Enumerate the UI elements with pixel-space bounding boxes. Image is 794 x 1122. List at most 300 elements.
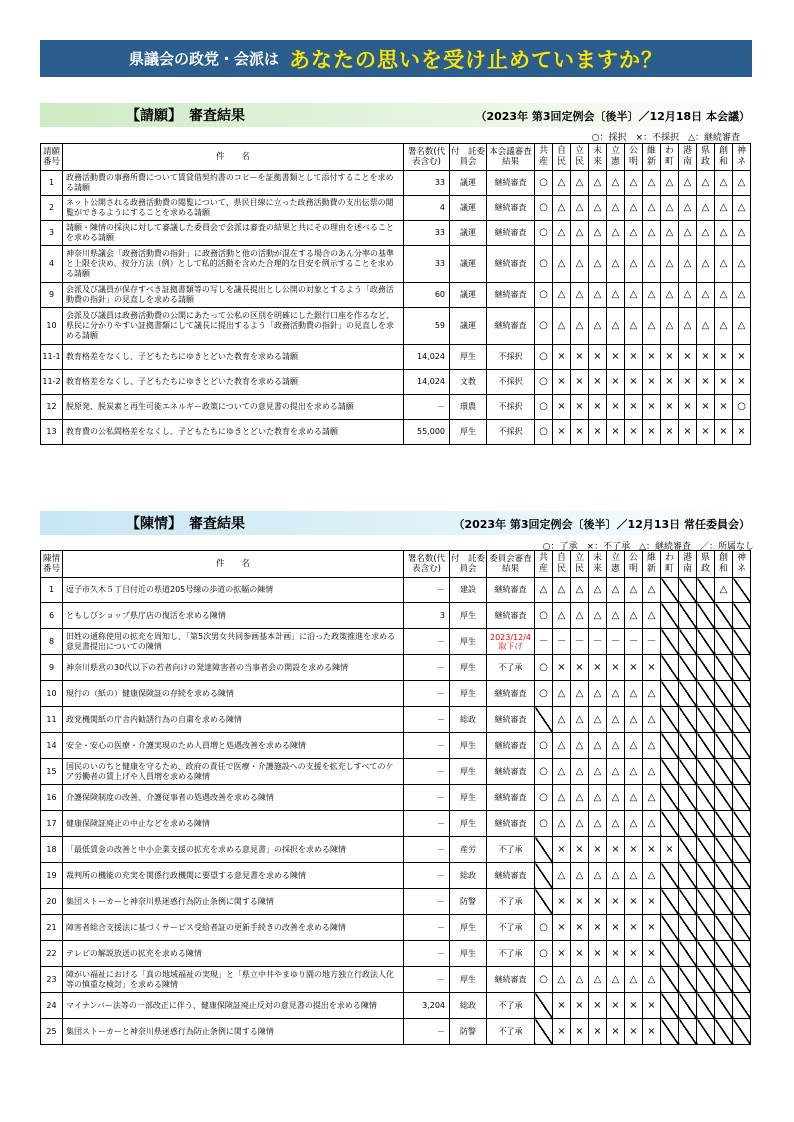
row-result: 不了承	[487, 915, 535, 941]
row-number: 11-2	[41, 370, 63, 395]
petitions-section-header	[40, 103, 752, 127]
row-signers: 3,204	[404, 993, 450, 1019]
vote-mark: ×	[715, 370, 733, 395]
appeals-party-header	[661, 551, 679, 578]
appeals-party-header	[535, 551, 553, 578]
no-affiliation-cell	[733, 655, 751, 681]
row-signers: 14,024	[404, 370, 450, 395]
row-number: 9	[41, 655, 63, 681]
petitions-header-committee: 付 託委員会	[450, 144, 487, 171]
no-affiliation-cell	[733, 1019, 751, 1045]
vote-mark: △	[643, 759, 661, 785]
no-affiliation-cell	[697, 1019, 715, 1045]
vote-mark: △	[589, 967, 607, 993]
petitions-party-label: 港南	[682, 146, 692, 167]
row-committee: 建設	[450, 578, 487, 603]
vote-mark: △	[643, 603, 661, 629]
vote-mark: △	[607, 733, 625, 759]
no-affiliation-cell	[679, 578, 697, 603]
vote-mark: △	[607, 578, 625, 603]
vote-mark: ×	[625, 370, 643, 395]
vote-mark: ×	[589, 1019, 607, 1045]
vote-mark: ×	[661, 420, 679, 445]
row-signers: －	[404, 863, 450, 889]
row-signers: －	[404, 733, 450, 759]
row-subject: 障がい福祉における「真の地域福祉の実現」と「県立中井やまゆり園の地方独立行政法人化等の慎重な検討」を求める陳情	[63, 967, 404, 993]
vote-mark: △	[589, 308, 607, 345]
row-subject: 逗子市久木５丁目付近の県道205号線の歩道の拡幅の陳情	[63, 578, 404, 603]
no-affiliation-cell	[679, 811, 697, 837]
appeals-party-header	[607, 551, 625, 578]
row-number: 11-1	[41, 345, 63, 370]
no-affiliation-cell	[733, 707, 751, 733]
no-affiliation-cell	[679, 655, 697, 681]
no-affiliation-cell	[661, 785, 679, 811]
appeals-party-label: 県政	[700, 553, 710, 574]
no-affiliation-cell	[697, 785, 715, 811]
vote-mark: △	[571, 221, 589, 246]
table-row	[41, 283, 751, 308]
vote-mark: ×	[643, 915, 661, 941]
appeals-party-label: 創和	[718, 553, 728, 574]
row-committee: 議運	[450, 246, 487, 283]
no-affiliation-cell	[733, 785, 751, 811]
no-affiliation-cell	[661, 941, 679, 967]
no-affiliation-cell	[661, 889, 679, 915]
no-affiliation-cell	[535, 863, 553, 889]
vote-mark: △	[625, 578, 643, 603]
vote-mark: －	[535, 629, 553, 655]
row-number: 19	[41, 863, 63, 889]
vote-mark: ×	[589, 915, 607, 941]
vote-mark: △	[607, 171, 625, 196]
vote-mark: △	[571, 785, 589, 811]
vote-mark: ×	[679, 345, 697, 370]
vote-mark: △	[607, 308, 625, 345]
row-committee: 厚生	[450, 941, 487, 967]
vote-mark: ×	[589, 370, 607, 395]
vote-mark: △	[535, 578, 553, 603]
no-affiliation-cell	[697, 941, 715, 967]
petitions-header-result: 本会議審査結果	[487, 144, 535, 171]
no-affiliation-cell	[715, 941, 733, 967]
row-signers: －	[404, 811, 450, 837]
vote-mark: ×	[643, 345, 661, 370]
vote-mark: ×	[697, 370, 715, 395]
appeals-party-header	[733, 551, 751, 578]
vote-mark: ×	[625, 1019, 643, 1045]
vote-mark: －	[571, 629, 589, 655]
row-committee: 厚生	[450, 345, 487, 370]
vote-mark: ×	[643, 420, 661, 445]
row-result: 継続審査	[487, 811, 535, 837]
row-subject: 安全・安心の医療・介護実現のため人員増と処遇改善を求める陳情	[63, 733, 404, 759]
table-row	[41, 629, 751, 655]
no-affiliation-cell	[661, 733, 679, 759]
petitions-party-header	[643, 144, 661, 171]
row-committee: 厚生	[450, 811, 487, 837]
table-row	[41, 345, 751, 370]
no-affiliation-cell	[715, 759, 733, 785]
table-row	[41, 578, 751, 603]
vote-mark: △	[553, 578, 571, 603]
petitions-session: （2023年 第3回定例会〔後半〕／12月18日 本会議）	[475, 110, 750, 123]
petitions-party-label: 神ネ	[736, 146, 746, 167]
vote-mark: ×	[553, 395, 571, 420]
row-subject: 脱原発、脱炭素と再生可能エネルギー政策についての意見書の提出を求める請願	[63, 395, 404, 420]
vote-mark: △	[589, 785, 607, 811]
appeals-party-label: 神ネ	[736, 553, 746, 574]
row-subject: 集団ストーカーと神奈川県迷惑行為防止条例に関する陳情	[63, 1019, 404, 1045]
row-subject: 障害者総合支援法に基づくサービス受給者証の更新手続きの改善を求める陳情	[63, 915, 404, 941]
vote-mark: ×	[715, 345, 733, 370]
row-signers: －	[404, 785, 450, 811]
vote-mark: △	[697, 221, 715, 246]
no-affiliation-cell	[679, 629, 697, 655]
no-affiliation-cell	[715, 707, 733, 733]
no-affiliation-cell	[733, 993, 751, 1019]
petitions-party-header	[715, 144, 733, 171]
vote-mark: △	[571, 603, 589, 629]
row-signers: －	[404, 707, 450, 733]
row-subject: 「最低賃金の改善と中小企業支援の拡充を求める意見書」の採択を求める陳情	[63, 837, 404, 863]
vote-mark: ×	[607, 941, 625, 967]
vote-mark: △	[607, 967, 625, 993]
row-number: 6	[41, 603, 63, 629]
row-signers: 60	[404, 283, 450, 308]
vote-mark: △	[715, 578, 733, 603]
no-affiliation-cell	[697, 759, 715, 785]
no-affiliation-cell	[715, 655, 733, 681]
vote-mark: △	[643, 196, 661, 221]
table-row	[41, 863, 751, 889]
row-committee: 厚生	[450, 603, 487, 629]
row-subject: 教育格差をなくし、子どもたちにゆきとどいた教育を求める請願	[63, 370, 404, 395]
vote-mark: △	[643, 171, 661, 196]
no-affiliation-cell	[733, 811, 751, 837]
vote-mark: △	[553, 707, 571, 733]
vote-mark: △	[553, 283, 571, 308]
no-affiliation-cell	[733, 759, 751, 785]
no-affiliation-cell	[679, 733, 697, 759]
appeals-party-label: 港南	[682, 553, 692, 574]
row-number: 17	[41, 811, 63, 837]
vote-mark: ×	[553, 345, 571, 370]
appeals-party-header	[715, 551, 733, 578]
no-affiliation-cell	[715, 837, 733, 863]
no-affiliation-cell	[715, 603, 733, 629]
vote-mark: △	[589, 246, 607, 283]
vote-mark: △	[571, 733, 589, 759]
vote-mark: ×	[697, 395, 715, 420]
vote-mark: ○	[535, 283, 553, 308]
petitions-header-signers: 署名数(代表含む)	[404, 144, 450, 171]
vote-mark: ×	[643, 395, 661, 420]
no-affiliation-cell	[715, 681, 733, 707]
no-affiliation-cell	[697, 578, 715, 603]
row-number: 18	[41, 837, 63, 863]
vote-mark: ×	[625, 941, 643, 967]
row-committee: 厚生	[450, 655, 487, 681]
petitions-party-label: 県政	[700, 146, 710, 167]
no-affiliation-cell	[679, 681, 697, 707]
vote-mark: △	[571, 171, 589, 196]
no-affiliation-cell	[697, 707, 715, 733]
vote-mark: △	[679, 221, 697, 246]
no-affiliation-cell	[697, 603, 715, 629]
row-number: 24	[41, 993, 63, 1019]
vote-mark: ×	[553, 993, 571, 1019]
table-row	[41, 308, 751, 345]
vote-mark: △	[643, 811, 661, 837]
no-affiliation-cell	[679, 915, 697, 941]
table-row	[41, 603, 751, 629]
no-affiliation-cell	[715, 1019, 733, 1045]
row-result: 継続審査	[487, 283, 535, 308]
row-signers: －	[404, 681, 450, 707]
vote-mark: △	[643, 681, 661, 707]
vote-mark: △	[553, 967, 571, 993]
row-number: 11	[41, 707, 63, 733]
no-affiliation-cell	[733, 837, 751, 863]
vote-mark: ×	[553, 941, 571, 967]
vote-mark: ×	[607, 370, 625, 395]
petitions-party-label: 立民	[574, 146, 584, 167]
table-row	[41, 811, 751, 837]
row-result: 継続審査	[487, 578, 535, 603]
row-subject: テレビの解説放送の拡充を求める陳情	[63, 941, 404, 967]
vote-mark: －	[643, 629, 661, 655]
row-number: 20	[41, 889, 63, 915]
petitions-party-label: 創和	[718, 146, 728, 167]
vote-mark: △	[715, 221, 733, 246]
vote-mark: △	[589, 221, 607, 246]
vote-mark: △	[661, 221, 679, 246]
vote-mark: △	[553, 785, 571, 811]
vote-mark: △	[607, 811, 625, 837]
vote-mark: △	[643, 246, 661, 283]
vote-mark: ×	[643, 941, 661, 967]
vote-mark: ×	[697, 345, 715, 370]
vote-mark: △	[607, 759, 625, 785]
no-affiliation-cell	[697, 863, 715, 889]
vote-mark: ×	[643, 655, 661, 681]
appeals-table	[40, 550, 751, 1045]
no-affiliation-cell	[661, 993, 679, 1019]
petitions-party-header	[625, 144, 643, 171]
row-subject: 神奈川県営の30代以下の若者向けの発達障害者の当事者会の開設を求める陳情	[63, 655, 404, 681]
row-committee: 議運	[450, 196, 487, 221]
table-row	[41, 785, 751, 811]
vote-mark: ×	[589, 941, 607, 967]
vote-mark: △	[571, 759, 589, 785]
vote-mark: △	[553, 221, 571, 246]
vote-mark: △	[625, 785, 643, 811]
appeals-header-result: 委員会審査結果	[487, 551, 535, 578]
vote-mark: ○	[535, 915, 553, 941]
vote-mark: ×	[733, 370, 751, 395]
vote-mark: △	[589, 171, 607, 196]
vote-mark: ○	[535, 420, 553, 445]
row-result: 2023/12/4 取下げ	[487, 629, 535, 655]
no-affiliation-cell	[661, 811, 679, 837]
petitions-party-header	[571, 144, 589, 171]
vote-mark: △	[571, 283, 589, 308]
row-subject: 請願・陳情の採決に対して審議した委員会で会派は審査の結果と共にその理由を述べることを求める請願	[63, 221, 404, 246]
petitions-party-label: 共産	[538, 146, 548, 167]
row-committee: 環農	[450, 395, 487, 420]
row-signers: －	[404, 655, 450, 681]
row-number: 25	[41, 1019, 63, 1045]
row-committee: 議運	[450, 308, 487, 345]
row-signers: －	[404, 889, 450, 915]
vote-mark: △	[643, 967, 661, 993]
no-affiliation-cell	[733, 733, 751, 759]
row-signers: 4	[404, 196, 450, 221]
vote-mark: ○	[535, 811, 553, 837]
vote-mark: ×	[589, 420, 607, 445]
vote-mark: ×	[679, 395, 697, 420]
vote-mark: ×	[571, 915, 589, 941]
vote-mark: △	[733, 221, 751, 246]
petitions-party-header	[697, 144, 715, 171]
row-committee: 厚生	[450, 629, 487, 655]
petitions-legend: ○：採択 ×：不採択 △：継続審査	[591, 133, 740, 143]
vote-mark: ○	[535, 345, 553, 370]
vote-mark: ×	[643, 837, 661, 863]
vote-mark: ○	[535, 196, 553, 221]
appeals-party-label: 自民	[556, 553, 566, 574]
row-signers: 33	[404, 246, 450, 283]
vote-mark: △	[679, 196, 697, 221]
vote-mark: △	[715, 308, 733, 345]
vote-mark: ×	[553, 370, 571, 395]
vote-mark: △	[679, 308, 697, 345]
no-affiliation-cell	[661, 681, 679, 707]
appeals-legend: ○：了承 ×：不了承 △：継続審査 ／：所属なし	[542, 542, 754, 552]
row-signers: －	[404, 837, 450, 863]
row-number: 10	[41, 681, 63, 707]
row-result: 不了承	[487, 837, 535, 863]
table-row	[41, 915, 751, 941]
vote-mark: △	[553, 863, 571, 889]
vote-mark: ×	[553, 837, 571, 863]
table-row	[41, 370, 751, 395]
row-result: 継続審査	[487, 246, 535, 283]
row-result: 継続審査	[487, 759, 535, 785]
vote-mark: △	[643, 707, 661, 733]
no-affiliation-cell	[661, 707, 679, 733]
vote-mark: ○	[535, 221, 553, 246]
no-affiliation-cell	[679, 1019, 697, 1045]
vote-mark: △	[607, 246, 625, 283]
row-signers: 59	[404, 308, 450, 345]
vote-mark: ×	[571, 1019, 589, 1045]
table-row	[41, 967, 751, 993]
petitions-party-header	[733, 144, 751, 171]
appeals-party-label: 立民	[574, 553, 584, 574]
no-affiliation-cell	[715, 967, 733, 993]
vote-mark: △	[571, 811, 589, 837]
row-number: 12	[41, 395, 63, 420]
row-committee: 厚生	[450, 420, 487, 445]
row-subject: 旧姓の通称使用の拡充を周知し、「第5次男女共同参画基本計画」に沿った政策推進を求める意見書提出についての陳情	[63, 629, 404, 655]
no-affiliation-cell	[679, 759, 697, 785]
petitions-party-header	[661, 144, 679, 171]
row-signers: －	[404, 395, 450, 420]
vote-mark: △	[589, 759, 607, 785]
row-result: 不採択	[487, 345, 535, 370]
row-result: 不採択	[487, 370, 535, 395]
row-result: 不了承	[487, 889, 535, 915]
no-affiliation-cell	[679, 889, 697, 915]
no-affiliation-cell	[679, 785, 697, 811]
vote-mark: △	[589, 196, 607, 221]
vote-mark: ○	[535, 370, 553, 395]
table-row	[41, 420, 751, 445]
vote-mark: △	[553, 171, 571, 196]
row-signers: －	[404, 578, 450, 603]
table-row	[41, 707, 751, 733]
no-affiliation-cell	[733, 603, 751, 629]
no-affiliation-cell	[661, 863, 679, 889]
row-result: 不了承	[487, 1019, 535, 1045]
vote-mark: ×	[733, 420, 751, 445]
vote-mark: △	[589, 578, 607, 603]
vote-mark: △	[589, 733, 607, 759]
no-affiliation-cell	[535, 889, 553, 915]
vote-mark: △	[661, 283, 679, 308]
no-affiliation-cell	[715, 889, 733, 915]
appeals-header-row	[41, 551, 751, 578]
vote-mark: △	[589, 283, 607, 308]
petitions-table	[40, 143, 751, 445]
no-affiliation-cell	[661, 603, 679, 629]
row-committee: 文教	[450, 370, 487, 395]
no-affiliation-cell	[661, 629, 679, 655]
vote-mark: ×	[661, 370, 679, 395]
table-row	[41, 837, 751, 863]
no-affiliation-cell	[535, 993, 553, 1019]
petitions-party-label: 未来	[592, 146, 602, 167]
row-subject: 教育格差をなくし、子どもたちにゆきとどいた教育を求める請願	[63, 345, 404, 370]
row-signers: 33	[404, 221, 450, 246]
vote-mark: ×	[589, 993, 607, 1019]
vote-mark: ×	[715, 420, 733, 445]
row-number: 13	[41, 420, 63, 445]
vote-mark: ×	[571, 420, 589, 445]
vote-mark: ○	[535, 603, 553, 629]
row-subject: 集団ストーカーと神奈川県迷惑行為防止条例に関する陳情	[63, 889, 404, 915]
row-number: 9	[41, 283, 63, 308]
petitions-header-row	[41, 144, 751, 171]
appeals-party-label: 共産	[538, 553, 548, 574]
row-signers: 3	[404, 603, 450, 629]
row-signers: 55,000	[404, 420, 450, 445]
row-committee: 厚生	[450, 967, 487, 993]
no-affiliation-cell	[733, 863, 751, 889]
petitions-party-label: 公明	[628, 146, 638, 167]
no-affiliation-cell	[697, 837, 715, 863]
vote-mark: ×	[571, 837, 589, 863]
vote-mark: ×	[607, 395, 625, 420]
vote-mark: ×	[607, 1019, 625, 1045]
row-number: 1	[41, 171, 63, 196]
no-affiliation-cell	[715, 629, 733, 655]
vote-mark: △	[643, 785, 661, 811]
vote-mark: ×	[679, 420, 697, 445]
petitions-party-label: わ町	[664, 146, 674, 167]
